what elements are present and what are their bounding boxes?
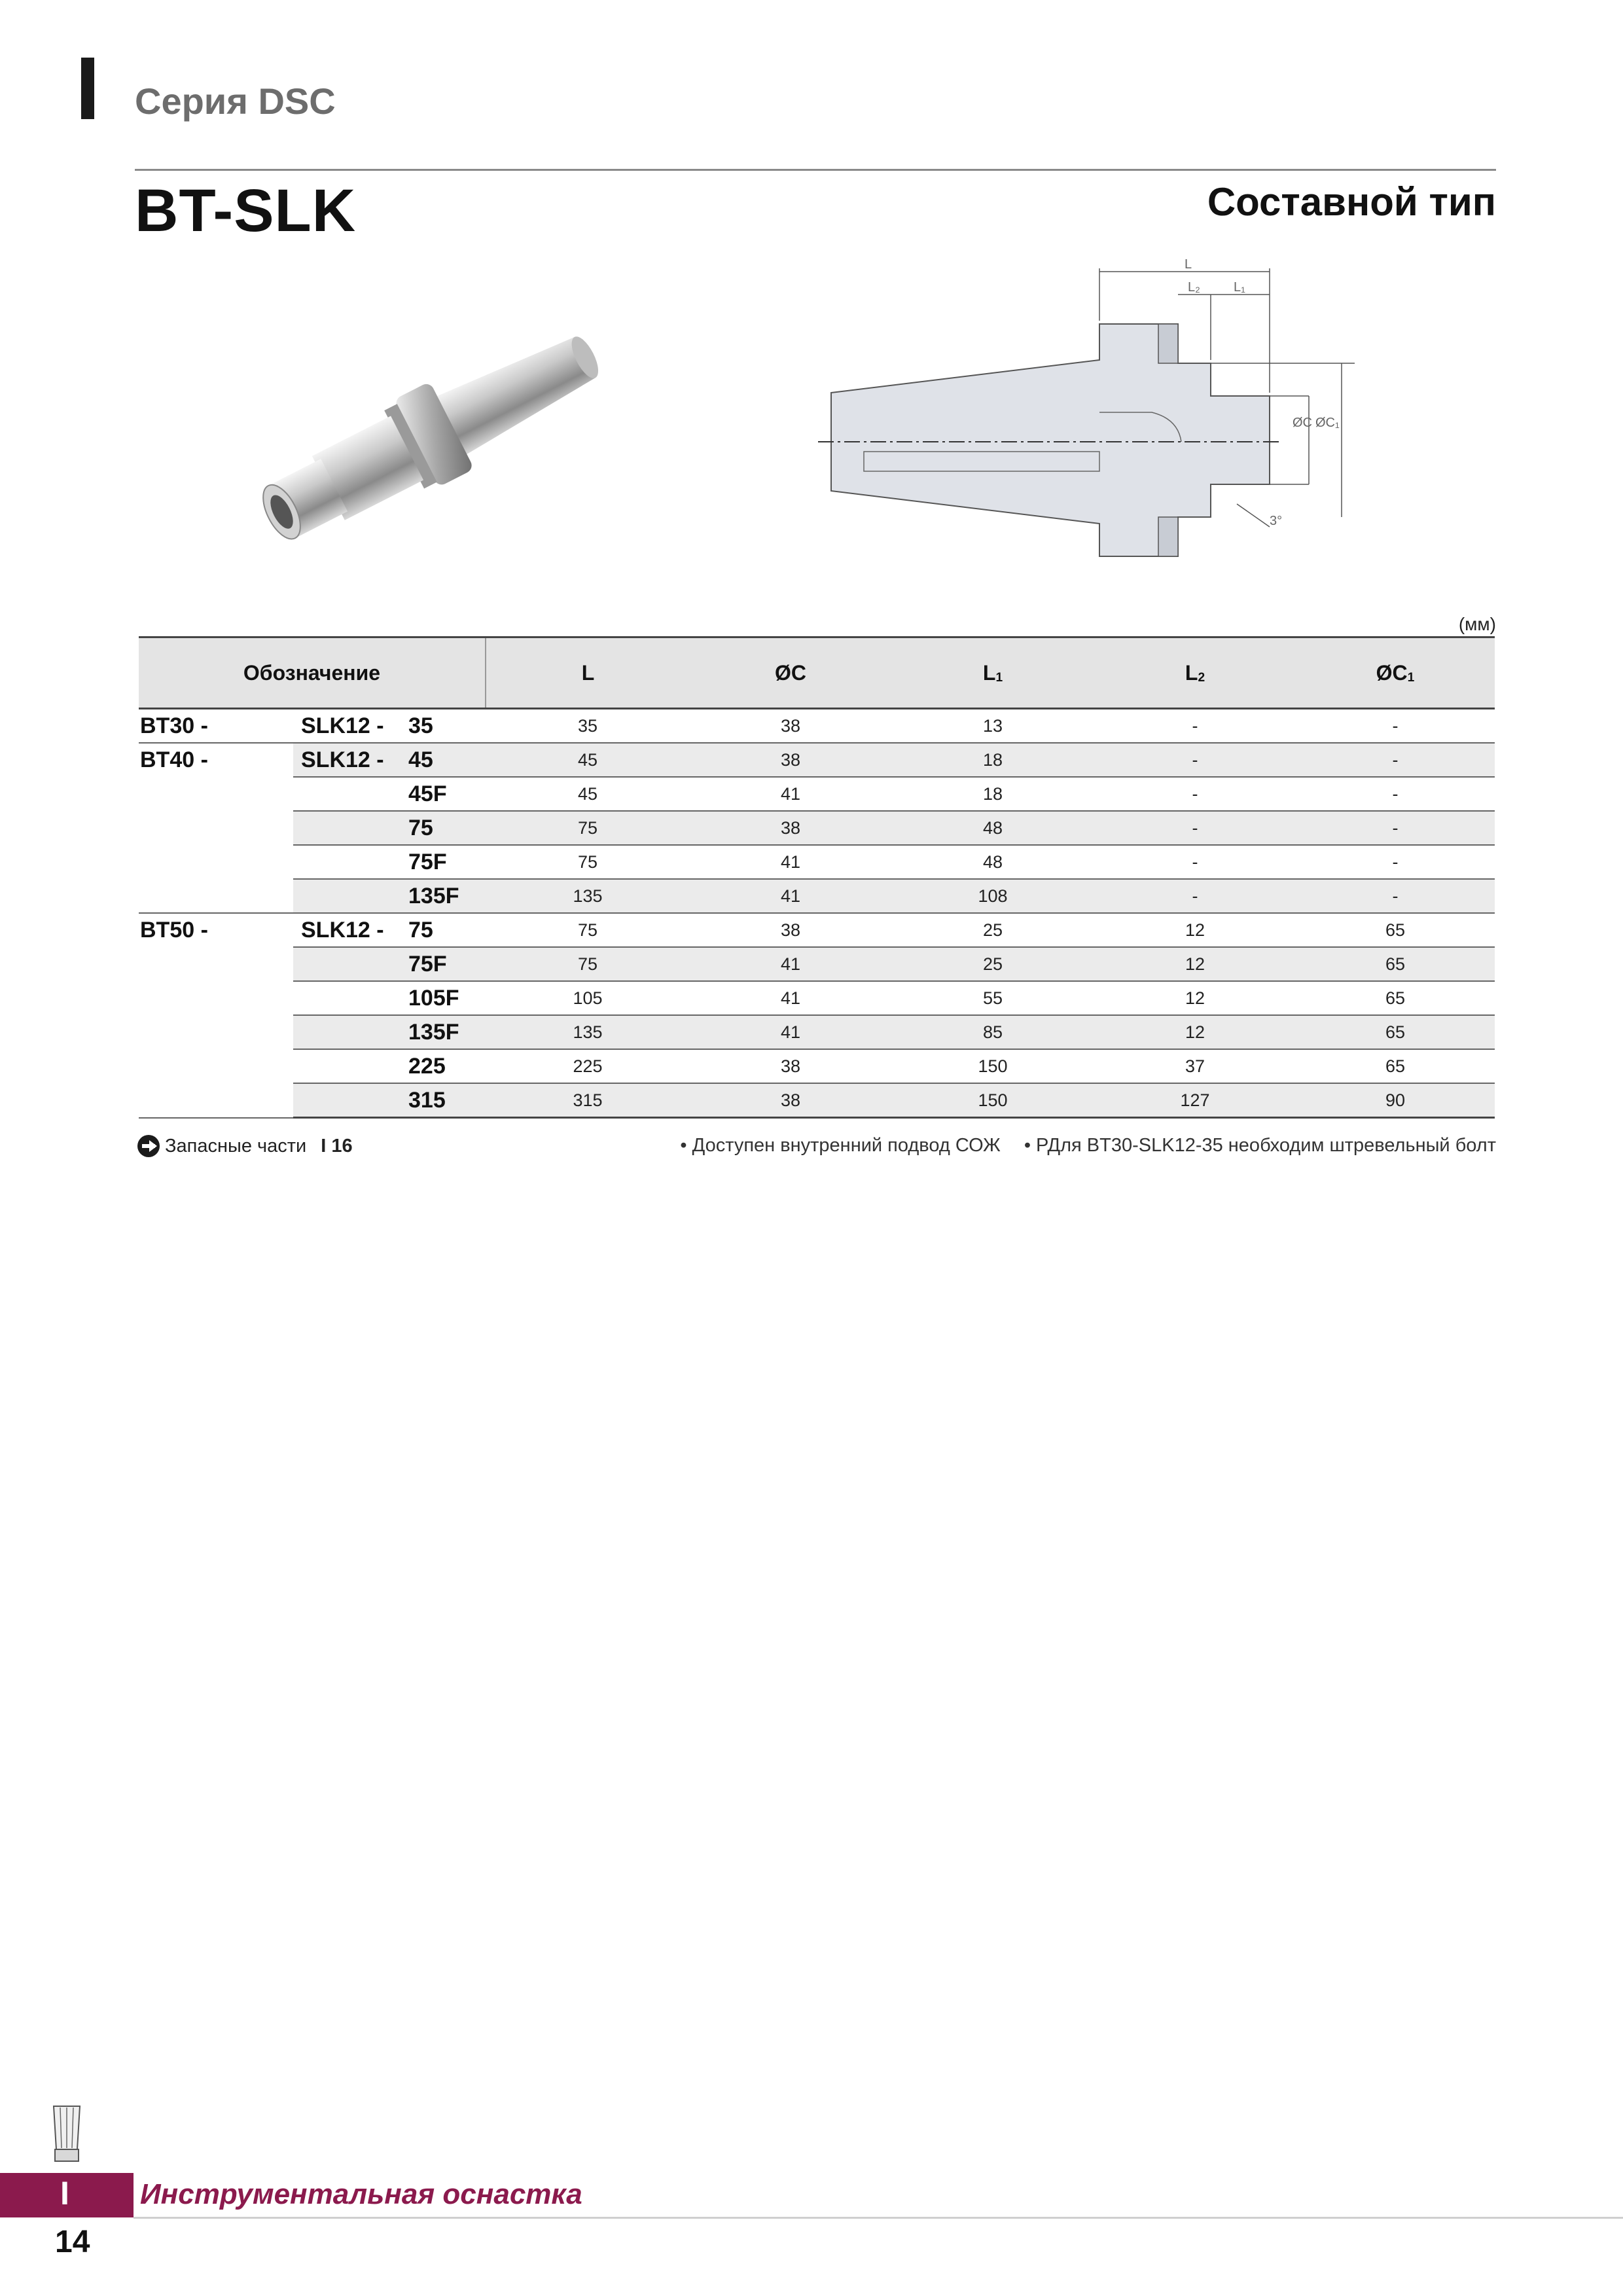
cell-C1: -: [1296, 811, 1495, 845]
cell-L2: -: [1094, 811, 1296, 845]
cell-L2: -: [1094, 845, 1296, 879]
cell-C: 38: [690, 1083, 891, 1118]
cell-group: [139, 811, 293, 845]
table-row: [139, 879, 1495, 913]
cell-series: [293, 981, 408, 1015]
cell-group: [139, 777, 293, 811]
dim-angle: 3°: [1270, 514, 1283, 528]
cell-size: 75F: [408, 947, 486, 981]
dim-L2: L₂: [1188, 280, 1200, 295]
cell-L2: 12: [1094, 913, 1296, 947]
cell-L1: 108: [891, 879, 1094, 913]
spare-parts-reference[interactable]: [137, 1135, 353, 1157]
cell-C: 41: [690, 981, 891, 1015]
cell-C: 41: [690, 947, 891, 981]
table-header-row: [139, 637, 1495, 709]
cell-L1: 85: [891, 1015, 1094, 1049]
cell-size: 45: [408, 743, 486, 777]
collet-icon: [48, 2102, 85, 2168]
cell-group: BT50 -: [140, 918, 208, 942]
cell-series: SLK12 -: [293, 743, 408, 777]
table-row: [139, 1083, 1495, 1118]
cell-C: 38: [690, 743, 891, 777]
table-row: [139, 845, 1495, 879]
cell-C1: 65: [1296, 1049, 1495, 1083]
holder-outline: [831, 324, 1270, 556]
cell-group: [139, 845, 293, 879]
table-row: [139, 1049, 1495, 1083]
footer-section-letter: I: [60, 2175, 69, 2212]
spare-parts-icon: [137, 1135, 160, 1157]
header-divider: [135, 169, 1496, 171]
cell-series: [293, 845, 408, 879]
footer-divider: [134, 2217, 1623, 2219]
spec-table: [139, 636, 1495, 1119]
cell-C: 41: [690, 1015, 891, 1049]
header-designation: Обозначение: [139, 637, 486, 709]
cell-C: 38: [690, 811, 891, 845]
cell-series: [293, 811, 408, 845]
cell-L: 75: [486, 947, 690, 981]
cell-group: [139, 1083, 293, 1118]
cell-L1: 18: [891, 743, 1094, 777]
cell-group: BT40 -: [140, 747, 208, 772]
table-row: [139, 777, 1495, 811]
note-pull-stud: • РДля BT30-SLK12-35 необходим штревельный болт: [1024, 1135, 1496, 1156]
section-marker-bar: [81, 58, 94, 119]
cell-C: 41: [690, 845, 891, 879]
cell-C: 41: [690, 879, 891, 913]
dim-C1: ØC₁: [1315, 416, 1340, 430]
cell-size: 135F: [408, 879, 486, 913]
header-C1: $ØC_1$: [1296, 637, 1495, 709]
cell-L1: 150: [891, 1083, 1094, 1118]
cell-group: [139, 981, 293, 1015]
cell-size: 135F: [408, 1015, 486, 1049]
cell-C: 38: [690, 709, 891, 744]
cell-C1: -: [1296, 845, 1495, 879]
cell-C: 41: [690, 777, 891, 811]
cell-L: 75: [486, 913, 690, 947]
header-C: ØC: [690, 637, 891, 709]
series-title: Серия DSC: [135, 81, 336, 122]
cell-L1: 18: [891, 777, 1094, 811]
cell-L: 315: [486, 1083, 690, 1118]
dim-L: L: [1185, 257, 1192, 272]
cell-L2: 37: [1094, 1049, 1296, 1083]
cell-group: [139, 947, 293, 981]
unit-label: (мм): [1458, 614, 1496, 634]
cell-group: [139, 1049, 293, 1083]
cell-series: SLK12 -: [293, 709, 408, 744]
cell-C1: 65: [1296, 981, 1495, 1015]
cell-group: [139, 1015, 293, 1049]
type-subtitle: Составной тип: [1207, 180, 1496, 224]
cell-group: [139, 879, 293, 913]
footer-section-title: Инструментальная оснастка: [140, 2178, 582, 2210]
cell-L2: 127: [1094, 1083, 1296, 1118]
cell-L1: 48: [891, 845, 1094, 879]
cell-group: BT30 -: [139, 709, 293, 744]
model-title: BT-SLK: [135, 177, 357, 244]
cell-L2: 12: [1094, 1015, 1296, 1049]
cell-L: 135: [486, 1015, 690, 1049]
cell-L2: -: [1094, 777, 1296, 811]
table-row: [139, 981, 1495, 1015]
cell-L2: 12: [1094, 981, 1296, 1015]
cell-L: 135: [486, 879, 690, 913]
cell-series: [293, 777, 408, 811]
spare-parts-page: I 16: [321, 1135, 353, 1157]
cell-C1: -: [1296, 777, 1495, 811]
cell-size: 35: [408, 709, 486, 744]
table-row: [139, 743, 1495, 777]
cell-C1: 90: [1296, 1083, 1495, 1118]
cell-size: 75: [408, 811, 486, 845]
cell-L2: -: [1094, 709, 1296, 744]
cell-C1: -: [1296, 879, 1495, 913]
product-photo: [236, 275, 654, 583]
spare-parts-label: Запасные части: [165, 1135, 307, 1157]
cell-L1: 55: [891, 981, 1094, 1015]
cell-series: [293, 1015, 408, 1049]
cell-L1: 48: [891, 811, 1094, 845]
cell-C1: -: [1296, 709, 1495, 744]
dim-C: ØC: [1293, 416, 1312, 430]
table-row: [139, 811, 1495, 845]
cell-L: 75: [486, 811, 690, 845]
cell-L1: 13: [891, 709, 1094, 744]
cell-C1: 65: [1296, 1015, 1495, 1049]
cell-C: 38: [690, 1049, 891, 1083]
dim-L1: L₁: [1234, 280, 1245, 295]
cell-series: [293, 947, 408, 981]
cell-L1: 150: [891, 1049, 1094, 1083]
table-row: [139, 947, 1495, 981]
cell-size: 105F: [408, 981, 486, 1015]
cell-size: 75F: [408, 845, 486, 879]
cell-C1: 65: [1296, 947, 1495, 981]
header-L1: $L_1$: [891, 637, 1094, 709]
cell-L: 105: [486, 981, 690, 1015]
cell-L1: 25: [891, 947, 1094, 981]
cell-C1: -: [1296, 743, 1495, 777]
table-notes: [680, 1135, 1496, 1157]
technical-drawing: [812, 255, 1440, 596]
cell-L2: 12: [1094, 947, 1296, 981]
note-coolant: • Доступен внутренний подвод СОЖ: [680, 1135, 1001, 1156]
cell-L1: 25: [891, 913, 1094, 947]
cell-L2: -: [1094, 879, 1296, 913]
table-row: [139, 709, 1495, 744]
cell-series: [293, 1049, 408, 1083]
cell-C: 38: [690, 913, 891, 947]
cell-size: 45F: [408, 777, 486, 811]
cell-size: 225: [408, 1049, 486, 1083]
cell-L: 45: [486, 777, 690, 811]
table-row: [139, 1015, 1495, 1049]
table-row: [139, 913, 1495, 947]
page-number: 14: [55, 2225, 90, 2259]
cell-L: 35: [486, 709, 690, 744]
cell-C1: 65: [1296, 913, 1495, 947]
cell-size: 315: [408, 1083, 486, 1118]
cell-series: [293, 1083, 408, 1118]
header-L: L: [486, 637, 690, 709]
cell-series: SLK12 -: [293, 913, 408, 947]
cell-L: 45: [486, 743, 690, 777]
cell-L: 75: [486, 845, 690, 879]
header-L2: $L_2$: [1094, 637, 1296, 709]
cell-L2: -: [1094, 743, 1296, 777]
cell-series: [293, 879, 408, 913]
cell-L: 225: [486, 1049, 690, 1083]
cell-size: 75: [408, 913, 486, 947]
